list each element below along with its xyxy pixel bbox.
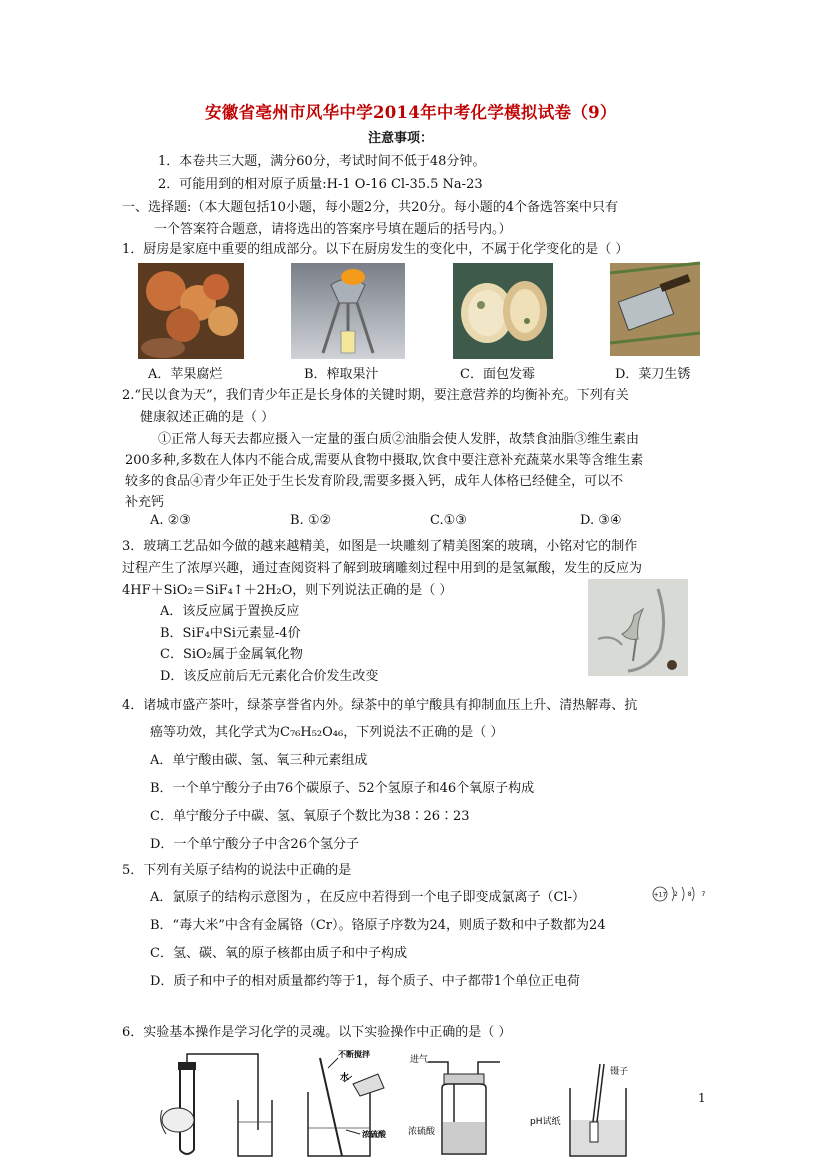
q3-option-a: A．该反应属于置换反应 [160, 604, 300, 619]
ph-paper-label: pH试纸 [530, 1117, 561, 1127]
conc-acid-label: 浓硫酸 [408, 1127, 436, 1137]
page-title: 安徽省亳州市风华中学2014年中考化学模拟试卷（9） [205, 103, 617, 122]
q3-line-1: 3．玻璃工艺品如今做的越来越精美，如图是一块雕刻了精美图案的玻璃，小铭对它的制作 [122, 539, 638, 554]
q3-line-3: 4HF＋SiO₂＝SiF₄↑＋2H₂O，则下列说法正确的是（ ） [122, 583, 453, 598]
q2-line-1: 2.“民以食为天”，我们青少年正是长身体的关键时期，要注意营养的均衡补充。下列有关 [122, 388, 629, 403]
gas-in-label: 进气 [410, 1055, 429, 1065]
chlorine-atom-diagram [652, 884, 710, 904]
q4-option-d: D．一个单宁酸分子中含26个氢分子 [150, 837, 359, 852]
q1-option-a: A．苹果腐烂 [148, 367, 223, 382]
q2-line-6: 补充钙 [125, 495, 165, 510]
q3-option-c: C．SiO₂属于金属氧化物 [160, 647, 303, 662]
q2-option-c: C.①③ [430, 513, 467, 528]
q5-option-c: C．氢、碳、氧的原子核都由质子和中子构成 [150, 946, 407, 961]
q5-stem: 5．下列有关原子结构的说法中正确的是 [122, 863, 352, 878]
q5-option-b: B．“毒大米”中含有金属铬（Cr）。铬原子序数为24，则质子数和中子数都为24 [150, 918, 606, 933]
q4-option-c: C．单宁酸分子中碳、氢、氧原子个数比为38∶26∶23 [150, 809, 470, 824]
q2-option-a: A. ②③ [150, 513, 191, 528]
q4-option-a: A．单宁酸由碳、氢、氧三种元素组成 [150, 753, 368, 768]
q5-option-a: A．氯原子的结构示意图为 ，在反应中若得到一个电子即变成氯离子（Cl-） [150, 890, 586, 905]
ph-test-diagram [530, 1060, 650, 1160]
bread-photo [453, 263, 553, 359]
q2-option-d: D. ③④ [580, 513, 622, 528]
dilution-diagram [298, 1048, 398, 1160]
q3-option-d: D．该反应前后无元素化合价发生改变 [160, 669, 379, 684]
water-label: 水 [340, 1073, 350, 1083]
section-instruction-1: 一、选择题:（本大题包括10小题，每小题2分，共20分。每小题的4个备选答案中只有 [122, 200, 619, 215]
juicer-photo [291, 263, 405, 359]
acid-label: 浓硫酸 [362, 1130, 386, 1139]
notice-item-1: 1．本卷共三大题，满分60分，考试时间不低于48分钟。 [158, 154, 486, 169]
q2-line-3: ①正常人每天去都应摄入一定量的蛋白质②油脂会使人发胖，故禁食油脂③维生素由 [158, 432, 640, 447]
q6-stem: 6．实验基本操作是学习化学的灵魂。以下实验操作中正确的是（ ） [122, 1025, 512, 1040]
q3-option-b: B．SiF₄中Si元素显-4价 [160, 626, 301, 641]
q1-option-b: B．榨取果汁 [304, 367, 379, 382]
airtightness-check-diagram [160, 1050, 280, 1160]
atom-shells-label: 2 8 7 [674, 891, 710, 898]
atom-nucleus-label: +17 [653, 891, 667, 899]
gas-drying-diagram [408, 1054, 518, 1160]
page-number: 1 [698, 1091, 706, 1105]
q3-line-2: 过程产生了浓厚兴趣，通过查阅资料了解到玻璃雕刻过程中用到的是氢氟酸，发生的反应为 [122, 561, 643, 576]
q1-option-c: C．面包发霉 [460, 367, 535, 382]
q4-option-b: B．一个单宁酸分子由76个碳原子、52个氢原子和46个氧原子构成 [150, 781, 535, 796]
q1-stem: 1．厨房是家庭中重要的组成部分。以下在厨房发生的变化中，不属于化学变化的是（ ） [122, 242, 629, 257]
knife-photo [610, 263, 700, 356]
notice-item-2: 2．可能用到的相对原子质量:H-1 O-16 Cl-35.5 Na-23 [158, 177, 483, 192]
q5-option-d: D．质子和中子的相对质量都约等于1，每个质子、中子都带1个单位正电荷 [150, 974, 580, 989]
apple-photo [138, 263, 244, 359]
section-instruction-2: 一个答案符合题意，请将选出的答案序号填在题后的括号内。） [154, 222, 512, 237]
q2-line-2: 健康叙述正确的是（ ） [140, 410, 275, 425]
q4-line-1: 4．诸城市盛产茶叶，绿茶享誉省内外。绿茶中的单宁酸具有抑制血压上升、清热解毒、抗 [122, 698, 638, 713]
q1-option-d: D．菜刀生锈 [615, 367, 691, 382]
q2-option-b: B. ①② [290, 513, 332, 528]
q4-line-2: 癌等功效，其化学式为C₇₆H₅₂O₄₆，下列说法不正确的是（ ） [150, 725, 504, 740]
etched-glass-photo [588, 579, 688, 676]
stir-label: 不断搅拌 [338, 1050, 370, 1059]
q2-line-5: 较多的食品④青少年正处于生长发育阶段,需要多摄入钙，成年人体格已经健全，可以不 [125, 474, 624, 489]
tweezer-label: 镊子 [610, 1067, 629, 1077]
q2-line-4: 200多种,多数在人体内不能合成,需要从食物中摄取,饮食中要注意补充蔬菜水果等含维生素 [125, 453, 644, 468]
notice-heading: 注意事项： [368, 131, 434, 146]
